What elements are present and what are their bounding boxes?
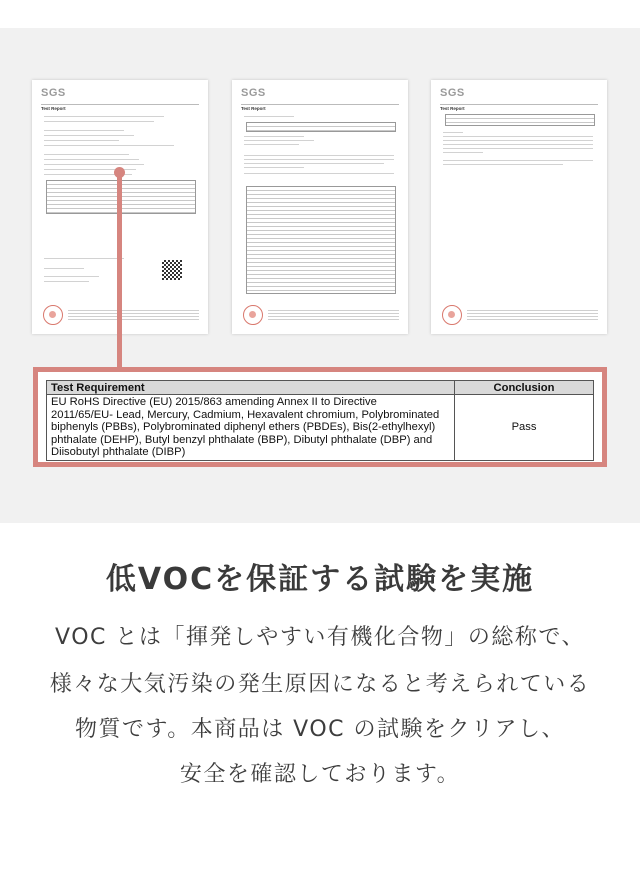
body-text-line-1: VOC とは「揮発しやすい有機化合物」の総称で、 xyxy=(55,625,585,650)
body-text-line-4: 安全を確認しております。 xyxy=(179,762,461,787)
seal-icon xyxy=(43,305,63,325)
requirement-table xyxy=(46,380,594,461)
results-table-thumbnail xyxy=(246,186,396,294)
conclusion-cell: Pass xyxy=(455,395,594,461)
results-table-thumbnail xyxy=(445,114,595,126)
seal-icon xyxy=(442,305,462,325)
header-conclusion: Conclusion xyxy=(455,381,594,395)
callout-connector xyxy=(117,170,122,370)
sgs-logo: SGS xyxy=(440,87,465,99)
seal-icon xyxy=(243,305,263,325)
report-title: Test Report xyxy=(241,106,266,111)
sample-table-thumbnail xyxy=(246,122,396,132)
body-text-line-2: 様々な大気汚染の発生原因になると考えられている xyxy=(49,672,591,697)
qr-code-icon xyxy=(162,260,182,280)
section-heading: 低VOCを保証する試験を実施 xyxy=(105,562,535,597)
report-title: Test Report xyxy=(41,106,66,111)
test-report-page-3 xyxy=(431,80,607,334)
requirement-cell: EU RoHS Directive (EU) 2015/863 amending Annex II to Directive 2011/65/EU- Lead, Mercury, Cadmium, Hexavalent chromium, Polybrominated biphenyls (PBBs), Polybrominated diphenyl ethers (PBDEs), Bis(2-ethylhexyl) phthalate (DEHP), Butyl benzyl phthalate (BBP), Dibutyl phthalate (DBP) and Diisobutyl phthalate (DIBP) xyxy=(47,395,455,461)
test-report-page-2 xyxy=(232,80,408,334)
body-text-line-3: 物質です。本商品は VOC の試験をクリアし、 xyxy=(74,717,566,742)
header-test-requirement: Test Requirement xyxy=(47,381,455,395)
sgs-logo: SGS xyxy=(41,87,66,99)
report-title: Test Report xyxy=(440,106,465,111)
sgs-logo: SGS xyxy=(241,87,266,99)
zoomed-requirement-callout xyxy=(33,367,607,467)
